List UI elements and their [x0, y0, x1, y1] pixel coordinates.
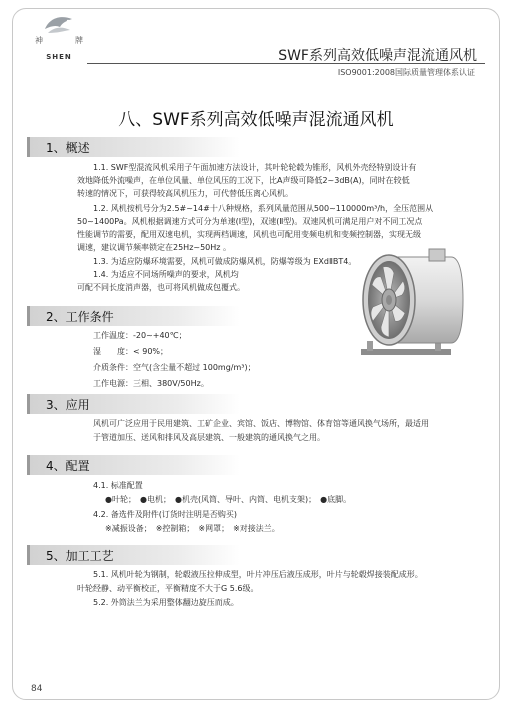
paragraph-line: 于管道加压、送风和排风及高层建筑、一般建筑的通风换气之用。: [93, 433, 325, 442]
page-frame: [12, 8, 500, 700]
paragraph-line: 可配不同长度消声器，也可将风机做成包覆式。: [77, 283, 245, 292]
paragraph-line: 5.1. 风机叶轮为钢制，轮毂液压拉伸成型，叶片冲压后液压成形，叶片与轮毂焊接装配成形。: [93, 570, 423, 579]
section-heading-text: 2、工作条件: [46, 310, 114, 324]
paragraph-line: 4.1. 标准配置: [93, 481, 143, 490]
page-number: 84: [31, 684, 43, 694]
iso-certification: ISO9001:2008国际质量管理体系认证: [337, 68, 475, 77]
section-heading-config: [27, 455, 240, 475]
paragraph-line: 调速，建议调节频率锁定在25Hz~50Hz 。: [77, 243, 232, 252]
logo-char-left: 神: [35, 36, 43, 45]
section-heading-text: 1、概述: [46, 141, 90, 155]
paragraph-line: 效地降低外流噪声，在单位风量、单位风压的工况下，比A声级可降低2~3dB(A)，同时在较低: [77, 176, 410, 185]
paragraph-line: 1.2. 风机按机号分为2.5#~14#十八种规格，系列风量范围从500~110000m³/h，全压范围从: [93, 204, 434, 213]
paragraph-line: 性能调节的需要，配用双速电机，实现两档调速，风机也可配用变频电机和变频控制器，实现无级: [77, 230, 421, 239]
paragraph-line: 50~1400Pa。风机根据调速方式可分为单速(Ⅰ型)，双速(Ⅱ型)。双速风机可满足用户对不同工况点: [77, 217, 423, 226]
header-title: SWF系列高效低噪声混流通风机: [278, 48, 477, 64]
paragraph-line: 湿 度：< 90%；: [93, 347, 169, 356]
section-heading-conditions: [27, 306, 240, 326]
paragraph-line: 4.2. 备选件及附件(订货时注明是否购买): [93, 510, 238, 519]
logo-text: SHEN: [46, 53, 72, 61]
paragraph-line: 介质条件：空气(含尘量不超过 100mg/m³)；: [93, 363, 256, 372]
section-heading-overview: [27, 137, 240, 157]
paragraph-line: 1.1. SWF型混流风机采用子午面加速方法设计，其叶轮轮毂为锥形，风机外壳经特别设计有: [93, 163, 417, 172]
paragraph-line: 5.2. 外筒法兰为采用整体翻边旋压而成。: [93, 598, 239, 607]
paragraph-line: 1.3. 为适应防爆环境需要，风机可做成防爆风机，防爆等级为 EXdⅡBT4。: [93, 257, 357, 266]
paragraph-line: 工作电源：三相、380V/50Hz。: [93, 379, 209, 388]
logo-char-right: 牌: [75, 36, 83, 45]
header-divider: [87, 63, 485, 64]
page-title: 八、SWF系列高效低噪声混流通风机: [118, 110, 394, 130]
paragraph-line: 1.4. 为适应不同场所噪声的要求，风机均: [93, 270, 239, 279]
section-heading-application: [27, 394, 240, 414]
paragraph-line: 工作温度：-20~+40℃；: [93, 331, 187, 340]
section-heading-text: 4、配置: [46, 459, 90, 473]
mixed-flow-fan-image: [339, 245, 469, 370]
paragraph-line: 风机可广泛应用于民用建筑、工矿企业、宾馆、饭店、博物馆、体育馆等通风换气场所，最适用: [93, 419, 429, 428]
brand-logo: [35, 13, 83, 67]
fish-logo-icon: [42, 13, 76, 37]
paragraph-line: 转速的情况下，可获得较高风机压力，可代替低压离心风机。: [77, 189, 293, 198]
section-heading-text: 5、加工工艺: [46, 549, 114, 563]
paragraph-line: 叶轮经静、动平衡校正，平衡精度不大于G 5.6级。: [77, 584, 259, 593]
paragraph-line: ●叶轮； ●电机； ●机壳(风筒、导叶、内筒、电机支架)； ●底脚。: [105, 495, 352, 504]
paragraph-line: ※减振设备； ※控制箱； ※网罩； ※对接法兰。: [105, 524, 280, 533]
section-heading-process: [27, 545, 240, 565]
section-heading-text: 3、应用: [46, 398, 90, 412]
